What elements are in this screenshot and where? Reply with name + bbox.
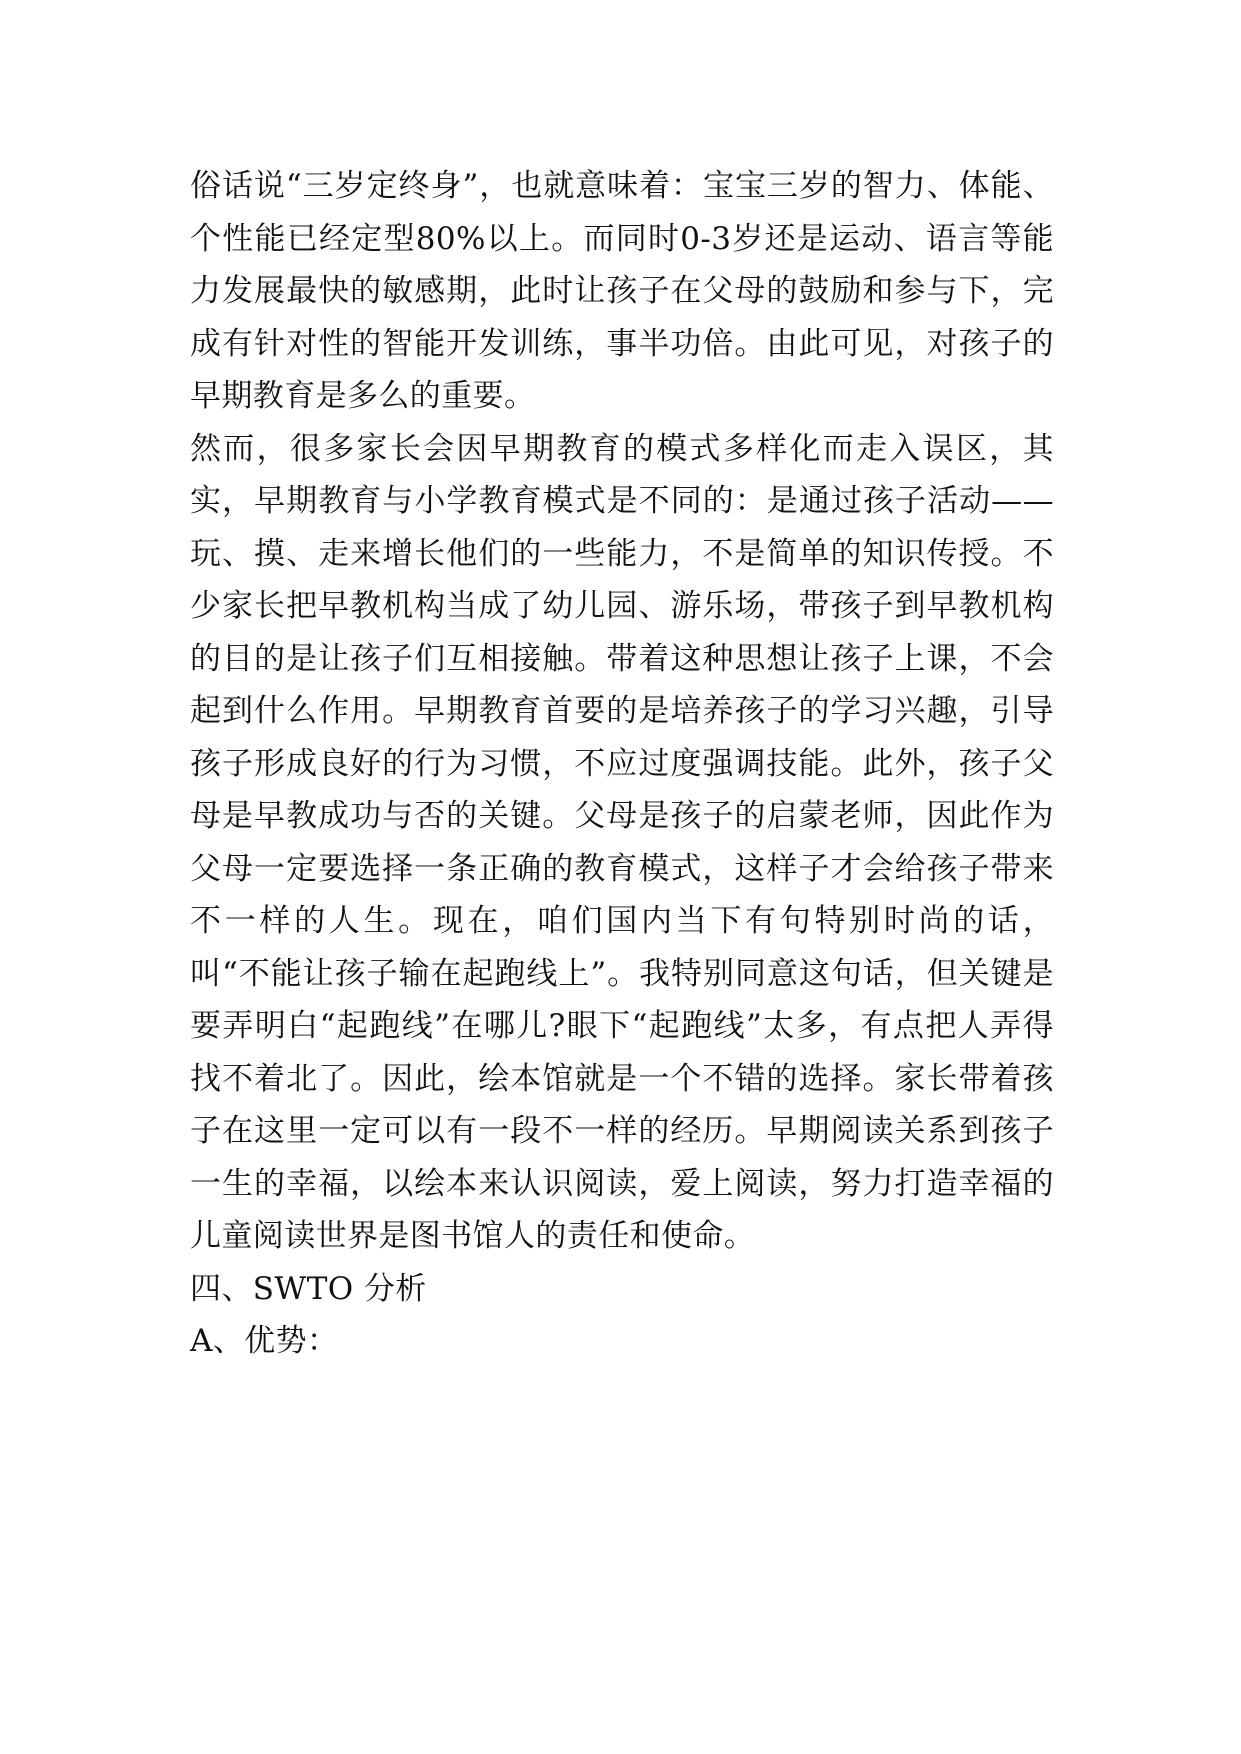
document-body [190,160,1054,1368]
paragraph-early-education-importance: 俗话说“三岁定终身”，也就意味着：宝宝三岁的智力、体能、个性能已经定型80%以上。而同时0-3岁还是运动、语言等能力发展最快的敏感期，此时让孩子在父母的鼓励和参与下，完成有针对性的智能开发训练，事半功倍。由此可见，对孩子的早期教育是多么的重要。 [190,168,1054,414]
subsection-heading-strengths: A、优势： [190,1323,339,1359]
section-heading-swto-analysis: 四、SWTO 分析 [190,1270,427,1307]
paragraph-early-education-misconceptions: 然而，很多家长会因早期教育的模式多样化而走入误区，其实，早期教育与小学教育模式是不同的：是通过孩子活动——玩、摸、走来增长他们的一些能力，不是简单的知识传授。不少家长把早教机构当成了幼儿园、游乐场，带孩子到早教机构的目的是让孩子们互相接触。带着这种思想让孩子上课，不会起到什么作用。早期教育首要的是培养孩子的学习兴趣，引导孩子形成良好的行为习惯，不应过度强调技能。此外，孩子父母是早教成功与否的关键。父母是孩子的启蒙老师，因此作为父母一定要选择一条正确的教育模式，这样子才会给孩子带来不一样的人生。现在，咱们国内当下有句特别时尚的话，叫“不能让孩子输在起跑线上”。我特别同意这句话，但关键是要弄明白“起跑线”在哪儿?眼下“起跑线”太多，有点把人弄得找不着北了。因此，绘本馆就是一个不错的选择。家长带着孩子在这里一定可以有一段不一样的经历。早期阅读关系到孩子一生的幸福，以绘本来认识阅读，爱上阅读，努力打造幸福的儿童阅读世界是图书馆人的责任和使命。 [190,430,1054,1254]
